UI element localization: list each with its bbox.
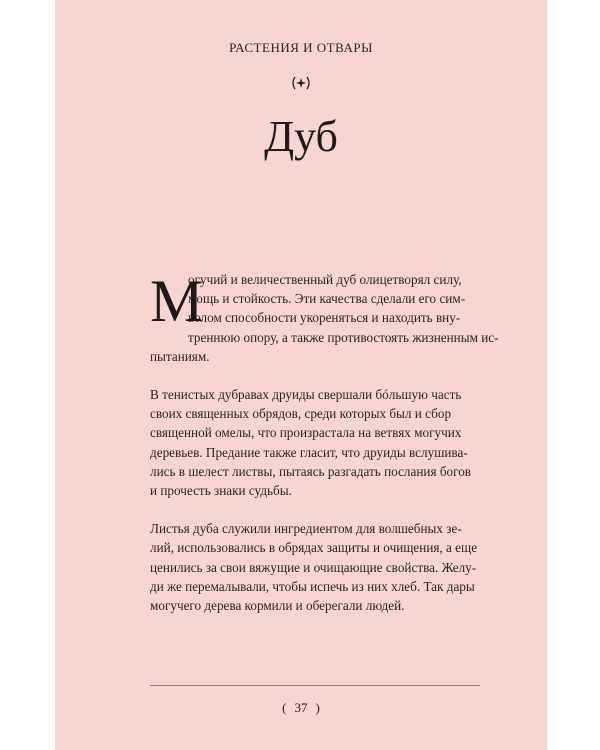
page-number: [55, 700, 547, 716]
text-line: мощь и стойкость. Эти качества сделали его сим-: [188, 291, 466, 307]
text-line: волом способности укореняться и находить вну-: [188, 310, 461, 326]
right-paren: ): [315, 700, 320, 715]
text-line: могучего дерева кормили и оберегали людей.: [150, 598, 405, 614]
sparkle-in-parens-icon: [290, 76, 312, 95]
text-line: Листья дуба служили ингредиентом для волшебных зе-: [150, 521, 462, 537]
text-line: В тенистых дубравах друиды свершали бóльшую часть: [150, 387, 462, 403]
text-line: лий, использовались в обрядах защиты и очищения, а еще: [150, 540, 478, 556]
drop-cap: М: [150, 268, 204, 334]
text-line: лись в шелест листвы, пытаясь разгадать послания богов: [150, 463, 472, 479]
text-line: и прочесть знаки судьбы.: [150, 483, 292, 499]
text-line: ди же перемалывали, чтобы испечь из них хлеб. Так дары: [150, 578, 475, 594]
page-number-value: 37: [294, 700, 308, 715]
text-line: своих священных обрядов, среди которых был и сбор: [150, 406, 452, 422]
body-text: [150, 268, 499, 615]
page-title: Дуб: [264, 112, 338, 161]
text-line: треннюю опору, а также противостоять жизненным ис-: [188, 329, 499, 345]
paragraph-2: [150, 385, 480, 500]
text-line: огучий и величественный дуб олицетворял силу,: [188, 272, 462, 287]
book-page: [55, 0, 547, 750]
text-line: священной омелы, что произрастала на ветвях могучих: [150, 425, 462, 441]
ornament: [55, 76, 547, 95]
footer-divider: [150, 685, 480, 686]
left-paren: (: [282, 700, 287, 715]
text-line: пытаниям.: [150, 348, 210, 364]
text-line: ценились за свои вяжущие и очищающие свойства. Желу-: [150, 559, 477, 575]
text-line: деревьев. Предание также гласит, что друиды вслушива-: [150, 444, 468, 460]
section-header: РАСТЕНИЯ И ОТВАРЫ: [229, 40, 373, 55]
paragraph-3: [150, 519, 480, 615]
